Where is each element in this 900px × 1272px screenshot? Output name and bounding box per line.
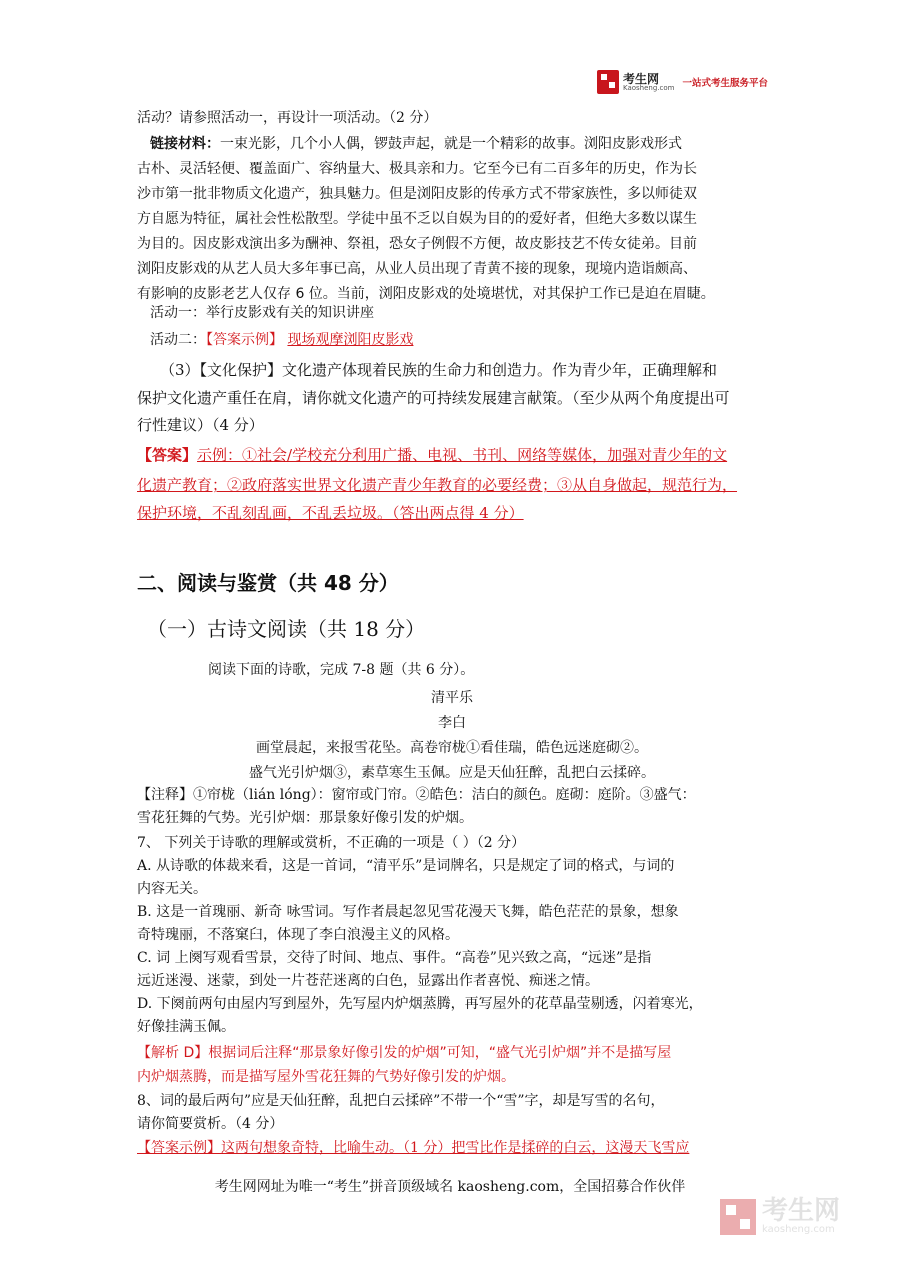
answer-label: 【答案】	[137, 446, 198, 464]
section-subtitle: （一）古诗文阅读（共 18 分）	[147, 617, 426, 641]
question-8-cont: 请你简要赏析。（4 分）	[137, 1116, 284, 1132]
poem-line: 画堂晨起，来报雪花坠。高卷帘栊①看佳瑞，皓色远迷庭砌②。	[256, 740, 648, 756]
text-line: 活动？请参照活动一，再设计一项活动。（2 分）	[137, 110, 438, 126]
material-paragraph: 链接材料：一束光影，几个小人偶，锣鼓声起，就是一个精彩的故事。浏阳皮影戏形式	[150, 136, 682, 152]
watermark-domain: kaosheng.com	[762, 1224, 835, 1235]
answer-text: 现场观摩浏阳皮影戏	[287, 332, 414, 348]
option-a-cont: 内容无关。	[137, 881, 207, 897]
option-b-cont: 奇特瑰丽，不落窠臼，体现了李白浪漫主义的风格。	[137, 927, 459, 943]
poem-title: 清平乐	[431, 690, 473, 706]
option-d-cont: 好像挂满玉佩。	[137, 1019, 235, 1035]
poem-author: 李白	[438, 715, 466, 731]
question-7: 7、 下列关于诗歌的理解或赏析，不正确的一项是（ ）（2 分）	[137, 835, 526, 851]
activity-one: 活动一：举行皮影戏有关的知识讲座	[150, 305, 374, 321]
answer-example: 【答案示例】这两句想象奇特，比喻生动。（1 分）把雪比作是揉碎的白云，这漫天飞雪应	[137, 1140, 690, 1156]
text-line: 浏阳皮影戏的从艺人员大多年事已高，从业人员出现了青黄不接的现象，现境内造诣颇高、	[137, 261, 697, 277]
text-line: 行性建议）（4 分）	[137, 416, 264, 434]
logo-icon	[597, 70, 619, 94]
option-a: A. 从诗歌的体裁来看，这是一首词，“清平乐”是词牌名，只是规定了词的格式，与词的	[137, 858, 675, 874]
text-line: 保护文化遗产重任在肩，请你就文化遗产的可持续发展建言献策。（至少从两个角度提出可	[137, 389, 730, 407]
watermark-name: 考生网	[762, 1196, 841, 1226]
text-line: 沙市第一批非物质文化遗产，独具魅力。但是浏阳皮影的传承方式不带家族性，多以师徒双	[137, 186, 697, 202]
text-line: 为目的。因皮影戏演出多为酬神、祭祖，恐女子例假不方便，故皮影技艺不传女徒弟。目前	[137, 236, 697, 252]
answer-line: 化遗产教育；②政府落实世界文化遗产青少年教育的必要经费；③从自身做起，规范行为，	[137, 476, 738, 494]
poem-line: 盛气光引炉烟③，素草寒生玉佩。应是天仙狂醉，乱把白云揉碎。	[249, 765, 655, 781]
option-d: D. 下阕前两句由屋内写到屋外，先写屋内炉烟蒸腾，再写屋外的花草晶莹剔透，闪着寒光，	[137, 996, 703, 1012]
material-label: 链接材料：	[150, 136, 220, 152]
question-3: （3）【文化保护】文化遗产体现着民族的生命力和创造力。作为青少年，正确理解和	[160, 361, 718, 379]
site-logo	[597, 70, 768, 94]
option-c-cont: 远近迷漫、迷蒙，到处一片苍茫迷离的白色，显露出作者喜悦、痴迷之情。	[137, 973, 599, 989]
question-8: 8、词的最后两句”应是天仙狂醉，乱把白云揉碎”不带一个“雪”字，却是写雪的名句，	[137, 1093, 665, 1109]
watermark	[720, 1198, 840, 1235]
text-line: 方自愿为特征，属社会性松散型。学徒中虽不乏以自娱为目的的爱好者，但绝大多数以谋生	[137, 211, 697, 227]
answer-line: 保护环境，不乱刻乱画，不乱丢垃圾。（答出两点得 4 分）	[137, 504, 524, 522]
annotation: 【注释】①帘栊（lián lóng）：窗帘或门帘。②皓色：洁白的颜色。庭砌：庭阶。③盛气：	[137, 787, 696, 803]
analysis-cont: 内炉烟蒸腾，而是描写屋外雪花狂舞的气势好像引发的炉烟。	[137, 1069, 515, 1085]
text-line: 有影响的皮影老艺人仅存 6 位。当前，浏阳皮影戏的处境堪忧，对其保护工作已是迫在眉睫。	[137, 286, 715, 302]
logo-slogan: 一站式考生服务平台	[682, 78, 769, 89]
logo-domain: Kaosheng.com	[623, 83, 675, 92]
annotation: 雪花狂舞的气势。光引炉烟：那景象好像引发的炉烟。	[137, 810, 473, 826]
answer-label: 【答案示例】	[206, 332, 283, 348]
logo-name: 考生网	[623, 71, 660, 86]
footer-text: 考生网网址为唯一“考生”拼音顶级域名 kaosheng.com，全国招募合作伙伴	[214, 1179, 686, 1195]
instruction: 阅读下面的诗歌，完成 7-8 题（共 6 分）。	[208, 662, 475, 678]
activity-two: 活动二：【答案示例】 现场观摩浏阳皮影戏	[150, 332, 414, 348]
option-c: C. 词 上阕写观看雪景，交待了时间、地点、事件。“高卷”见兴致之高，“远迷”是指	[137, 950, 652, 966]
option-b: B. 这是一首瑰丽、新奇 咏雪词。写作者晨起忽见雪花漫天飞舞，皓色茫茫的景象，想象	[137, 904, 679, 920]
answer-block: 【答案】示例：①社会/学校充分利用广播、电视、书刊、网络等媒体，加强对青少年的文	[137, 446, 728, 464]
watermark-logo-icon	[720, 1199, 756, 1235]
analysis: 【解析 D】根据词后注释“那景象好像引发的炉烟”可知，“盛气光引炉烟”并不是描写屋	[137, 1045, 672, 1061]
section-title: 二、阅读与鉴赏（共 48 分）	[137, 571, 399, 595]
text-line: 古朴、灵活轻便、覆盖面广、容纳量大、极具亲和力。它至今已有二百多年的历史，作为长	[137, 161, 697, 177]
